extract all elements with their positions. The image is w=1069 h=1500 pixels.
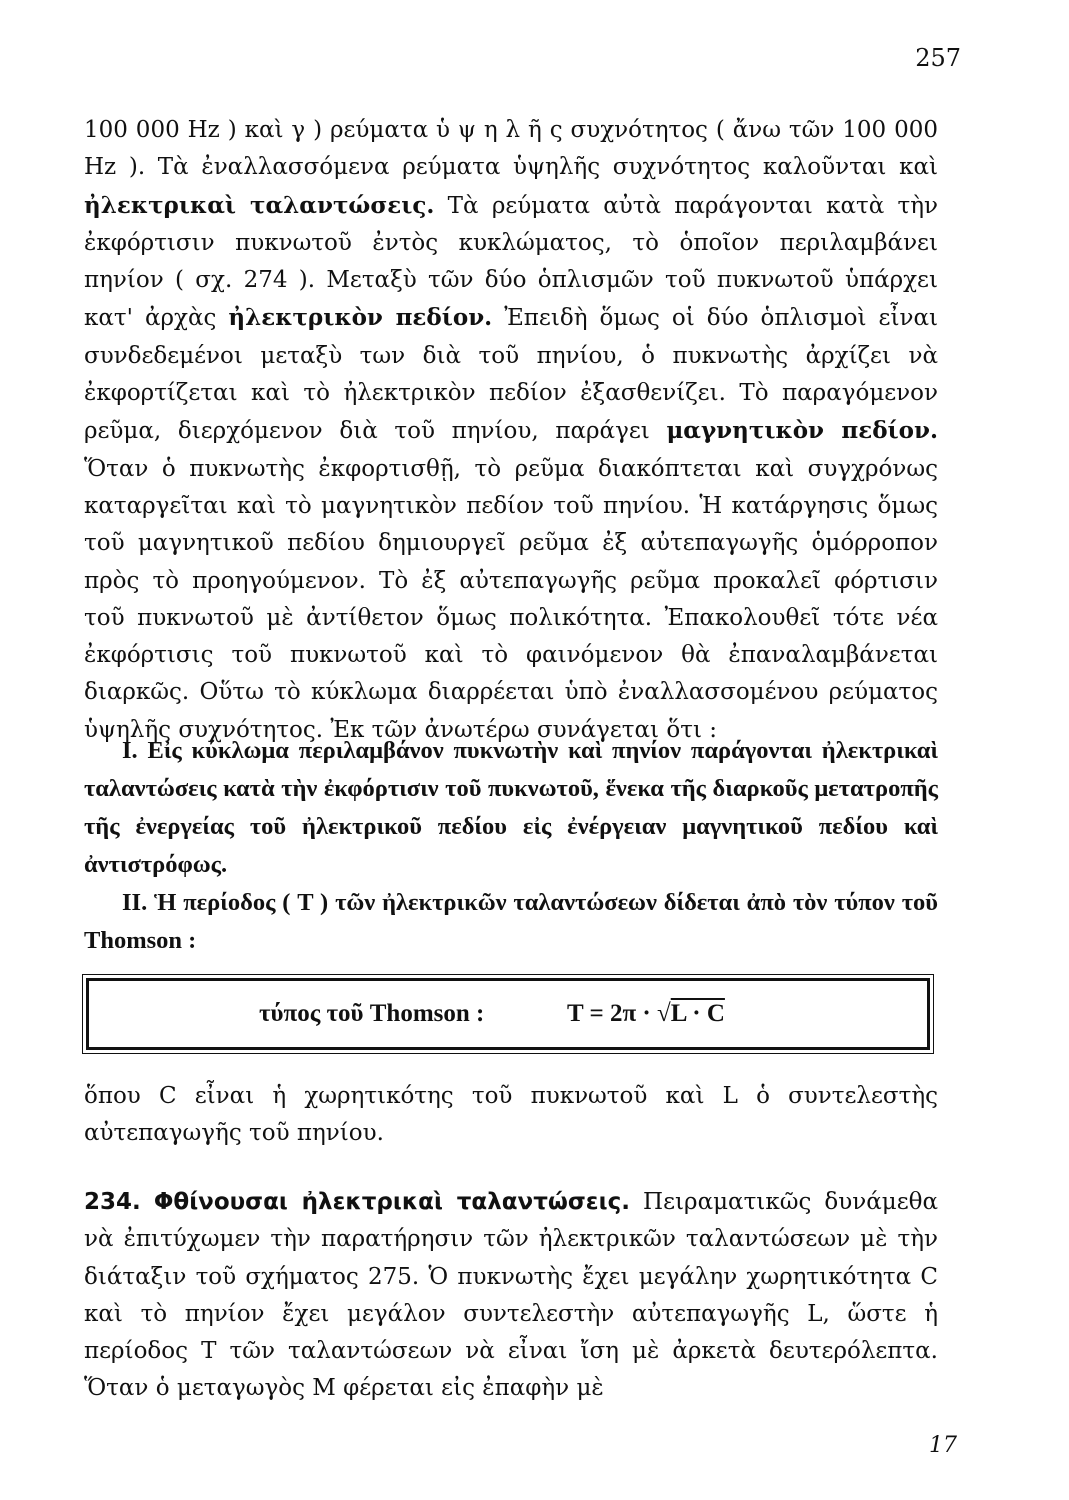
section-234	[84, 1184, 938, 1408]
page-number: 257	[915, 44, 961, 72]
formula-radicand: L · C	[670, 1000, 725, 1027]
formula-label: τύπος τοῦ Thomson :	[259, 1000, 485, 1027]
term-electric-field: ἠλεκτρικὸν πεδίον.	[228, 304, 493, 332]
term-electric-oscillations: ἠλεκτρικαὶ ταλαντώσεις.	[84, 191, 435, 219]
where-text: ὅπου C εἶναι ἡ χωρητικότης τοῦ πυκνωτοῦ καὶ L ὁ συντελεστὴς αὐτεπαγωγῆς τοῦ πηνίου.	[84, 1083, 938, 1147]
section-paragraph	[84, 1184, 938, 1408]
formula-expression	[567, 1000, 725, 1028]
signature-mark: 17	[929, 1433, 957, 1458]
intro-text-c: Ἐπειδὴ ὅμως οἱ δύο ὁπλισμοὶ εἶναι συνδεδεμένοι μεταξὺ των διὰ τοῦ πηνίου, ὁ πυκνωτὴς ἀρχίζει νὰ ἐκφορτίζεται καὶ τὸ ἠλεκτρικὸν πεδίον ἐξασθενίζει. Τὸ παραγόμενον ρεῦμα, διερχόμενον διὰ τοῦ πηνίου, παράγει	[84, 305, 939, 445]
thomson-formula-box	[86, 978, 930, 1050]
intro-text-b: Τὰ ρεύματα αὐτὰ παράγονται κατὰ τὴν ἐκφόρτισιν πυκνωτοῦ ἐντὸς κυκλώματος, τὸ ὁποῖον περιλαμβάνει πηνίον ( σχ. 274 ). Μεταξὺ τῶν δύο ὁπλισμῶν τοῦ πυκνωτοῦ ὑπάρχει κατ' ἀρχὰς	[84, 192, 938, 332]
formula-lhs: T = 2π · √	[567, 1000, 671, 1027]
rules-block	[84, 732, 938, 960]
term-magnetic-field: μαγνητικὸν πεδίον.	[666, 417, 938, 445]
rule-two: II. Ἡ περίοδος ( T ) τῶν ἠλεκτρικῶν ταλαντώσεων δίδεται ἀπὸ τὸν τύπον τοῦ Thomson :	[84, 889, 938, 954]
intro-text-d: Ὅταν ὁ πυκνωτὴς ἐκφορτισθῇ, τὸ ρεῦμα διακόπτεται καὶ συγχρόνως καταργεῖται καὶ τὸ μαγνητικὸν πεδίον τοῦ πηνίου. Ἡ κατάργησις ὅμως τοῦ μαγνητικοῦ πεδίου δημιουργεῖ ρεῦμα ἐξ αὐτεπαγωγῆς ὁμόρροπον πρὸς τὸ προηγούμενον. Τὸ ἐξ αὐτεπαγωγῆς ρεῦμα προκαλεῖ φόρτισιν τοῦ πυκνωτοῦ μὲ ἀντίθετον ὅμως πολικότητα. Ἐπακολουθεῖ τότε νέα ἐκφόρτισις τοῦ πυκνωτοῦ καὶ τὸ φαινόμενον θὰ ἐπαναλαμβάνεται διαρκῶς. Οὕτω τὸ κύκλωμα διαρρέεται ὑπὸ ἐναλλασσομένου ρεύματος ὑψηλῆς συχνότητος. Ἐκ τῶν ἀνωτέρω συνάγεται ὅτι :	[84, 455, 938, 743]
intro-text-a: 100 000 Hz ) καὶ γ ) ρεύματα ὑ ψ η λ ῆ ς συχνότητος ( ἄνω τῶν 100 000 Hz ). Τὰ ἐναλλασσόμενα ρεύματα ὑψηλῆς συχνότητος καλοῦνται καὶ	[84, 117, 938, 181]
section-number: 234.	[84, 1189, 141, 1215]
intro-paragraph	[84, 112, 938, 749]
section-title: Φθίνουσαι ἠλεκτρικαὶ ταλαντώσεις.	[153, 1189, 630, 1215]
section-body: Πειραματικῶς δυνάμεθα νὰ ἐπιτύχωμεν τὴν παρατήρησιν τῶν ἠλεκτρικῶν ταλαντώσεων μὲ τὴν διάταξιν τοῦ σχήματος 275. Ὁ πυκνωτὴς ἔχει μεγάλην χωρητικότητα C καὶ τὸ πηνίον ἔχει μεγάλον συντελεστὴν αὐτεπαγωγῆς L, ὥστε ἡ περίοδος T τῶν ταλαντώσεων νὰ εἶναι ἴση μὲ ἀρκετὰ δευτερόλεπτα. Ὅταν ὁ μεταγωγὸς M φέρεται εἰς ἐπαφὴν μὲ	[84, 1189, 939, 1402]
where-paragraph	[84, 1078, 938, 1153]
rule-one: I. Εἰς κύκλωμα περιλαμβάνον πυκνωτὴν καὶ πηνίον παράγονται ἠλεκτρικαὶ ταλαντώσεις κατὰ τὴν ἐκφόρτισιν τοῦ πυκνωτοῦ, ἕνεκα τῆς διαρκοῦς μετατροπῆς τῆς ἐνεργείας τοῦ ἠλεκτρικοῦ πεδίου εἰς ἐνέργειαν μαγνητικοῦ πεδίου καὶ ἀντιστρόφως.	[84, 737, 938, 878]
intro-text	[84, 112, 938, 749]
